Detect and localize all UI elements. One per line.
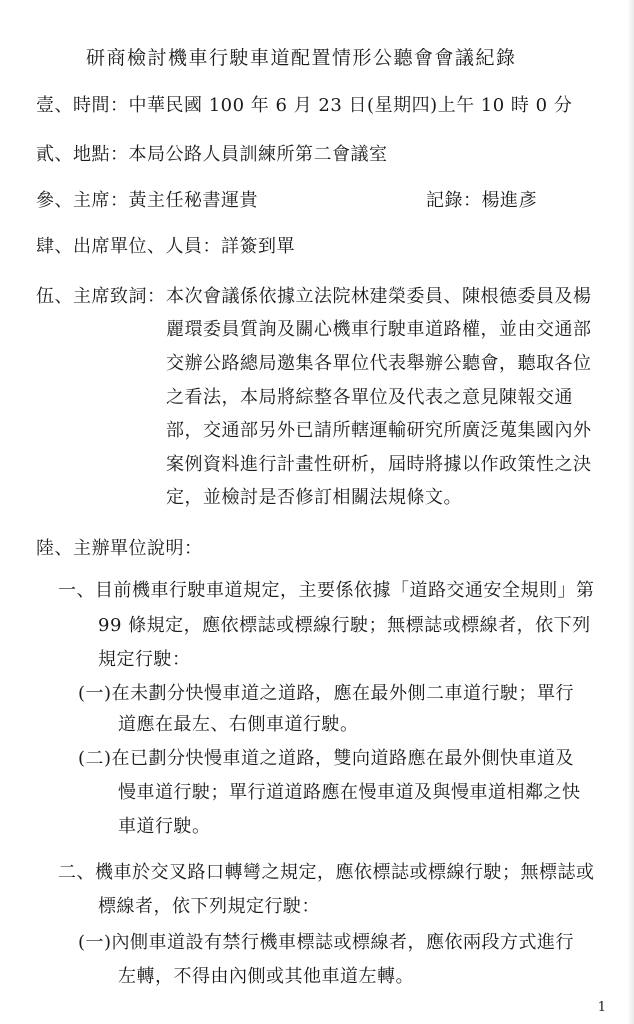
chair-speech-line: 案例資料進行計畫性研析，屆時將據以作政策性之決 <box>166 454 592 475</box>
section6-item1-sub1-line: 道應在最左、右側車道行駛。 <box>118 714 359 735</box>
chair-speech-line: 麗環委員質詢及關心機車行駛車道路權，並由交通部 <box>166 319 592 340</box>
section6-item1-sub2-line: (二)在已劃分快慢車道之道路，雙向道路應在最外側快車道及 <box>78 748 575 769</box>
scan-edge-shadow <box>628 0 634 1024</box>
section6-item2-sub1-line: 左轉，不得由內側或其他車道左轉。 <box>118 966 414 987</box>
section6-item1-sub2-line: 慢車道行駛；單行道道路應在慢車道及與慢車道相鄰之快 <box>118 782 581 803</box>
section6-item1-sub1-line: (一)在未劃分快慢車道之道路，應在最外側二車道行駛；單行 <box>78 683 575 704</box>
section6-item1-sub2-line: 車道行駛。 <box>118 816 211 837</box>
meeting-attendees: 肆、出席單位、人員：詳簽到單 <box>36 236 295 257</box>
chair-speech-line: 本次會議係依據立法院林建榮委員、陳根德委員及楊 <box>166 286 592 307</box>
page-number: 1 <box>597 1000 606 1015</box>
section6-item1-line: 一、目前機車行駛車道規定，主要係依據「道路交通安全規則」第 <box>58 580 595 601</box>
section6-item2-line: 二、機車於交叉路口轉彎之規定，應依標誌或標線行駛；無標誌或 <box>58 862 595 883</box>
section6-item2-line: 標線者，依下列規定行駛： <box>98 896 320 917</box>
chair-speech-line: 之看法，本局將綜整各單位及代表之意見陳報交通 <box>166 387 573 408</box>
document-title: 研商檢討機車行駛車道配置情形公聽會會議紀錄 <box>86 47 517 69</box>
chair-speech-label: 伍、主席致詞： <box>36 286 166 307</box>
section6-item1-line: 99 條規定，應依標誌或標線行駛；無標誌或標線者，依下列 <box>98 615 591 636</box>
chair-speech-line: 交辦公路總局邀集各單位代表舉辦公聽會，聽取各位 <box>166 353 592 374</box>
section6-heading: 陸、主辦單位說明： <box>36 538 203 559</box>
section6-item1-line: 規定行駛： <box>98 649 191 670</box>
meeting-time: 壹、時間：中華民國 100 年 6 月 23 日(星期四)上午 10 時 0 分 <box>36 95 573 116</box>
chair-speech-line: 部，交通部另外已請所轄運輸研究所廣泛蒐集國內外 <box>166 420 592 441</box>
meeting-recorder: 記錄：楊進彥 <box>426 190 537 211</box>
chair-speech-line: 定，並檢討是否修訂相關法規條文。 <box>166 487 462 508</box>
meeting-chair: 參、主席：黃主任秘書運貴 <box>36 190 258 211</box>
section6-item2-sub1-line: (一)內側車道設有禁行機車標誌或標線者，應依兩段方式進行 <box>78 932 575 953</box>
meeting-place: 貳、地點：本局公路人員訓練所第二會議室 <box>36 144 388 165</box>
